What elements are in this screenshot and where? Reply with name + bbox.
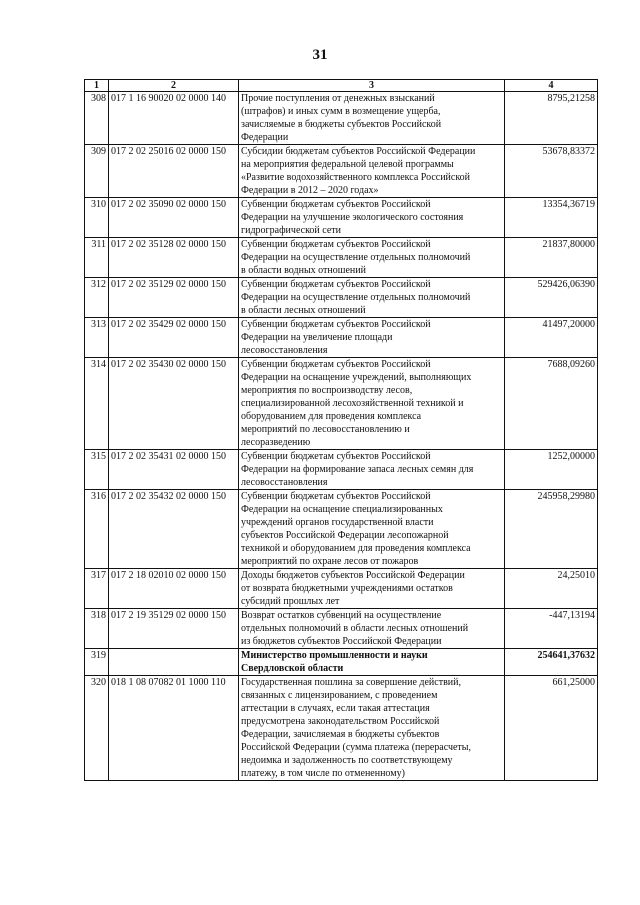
description-line: субъектов Российской Федерации лесопожарной (241, 530, 449, 541)
budget-code: 017 2 02 35432 02 0000 150 (109, 490, 239, 569)
revenue-description (239, 676, 505, 781)
row-number: 315 (85, 450, 109, 490)
table-row (85, 92, 598, 145)
description-line: Федерации (241, 132, 289, 143)
description-line: Федерации на улучшение экологического состояния (241, 212, 464, 223)
row-number: 317 (85, 569, 109, 609)
row-number: 313 (85, 318, 109, 358)
description-line: Российской Федерации (сумма платежа (перерасчеты, (241, 742, 472, 753)
description-line: Субвенции бюджетам субъектов Российской (241, 359, 431, 370)
description-line: лесовосстановления (241, 477, 328, 488)
description-line: Доходы бюджетов субъектов Российской Федерации (241, 570, 465, 581)
revenue-description (239, 490, 505, 569)
table-row (85, 145, 598, 198)
table-row (85, 238, 598, 278)
table-row (85, 676, 598, 781)
description-line: платежу, в том числе по отмененному) (241, 768, 405, 779)
revenue-description (239, 450, 505, 490)
description-line: (штрафов) и иных сумм в возмещение ущерба, (241, 106, 441, 117)
description-line: Субвенции бюджетам субъектов Российской (241, 279, 431, 290)
column-header-4: 4 (505, 80, 598, 92)
description-line: мероприятий по лесовосстановлению и (241, 424, 410, 435)
budget-code: 017 2 02 35430 02 0000 150 (109, 358, 239, 450)
revenue-description (239, 569, 505, 609)
revenue-description (239, 318, 505, 358)
description-line: из бюджетов субъектов Российской Федерации (241, 636, 442, 647)
description-line: Федерации на осуществление отдельных полномочий (241, 292, 471, 303)
description-line: техникой и оборудованием для проведения комплекса (241, 543, 471, 554)
description-line: Субвенции бюджетам субъектов Российской (241, 451, 431, 462)
amount: 245958,29980 (505, 490, 598, 569)
column-header-3: 3 (239, 80, 505, 92)
description-line: Министерство промышленности и науки (241, 650, 428, 661)
revenue-description (239, 609, 505, 649)
description-line: Федерации в 2012 – 2020 годах» (241, 185, 379, 196)
budget-code: 017 2 02 35129 02 0000 150 (109, 278, 239, 318)
amount: 529426,06390 (505, 278, 598, 318)
amount: 24,25010 (505, 569, 598, 609)
description-line: лесоразведению (241, 437, 311, 448)
amount: 8795,21258 (505, 92, 598, 145)
description-line: Федерации на увеличение площади (241, 332, 393, 343)
table-body (85, 92, 598, 781)
budget-code: 017 2 02 35429 02 0000 150 (109, 318, 239, 358)
revenue-description (239, 278, 505, 318)
row-number: 309 (85, 145, 109, 198)
column-header-1: 1 (85, 80, 109, 92)
row-number: 320 (85, 676, 109, 781)
row-number: 311 (85, 238, 109, 278)
amount: 7688,09260 (505, 358, 598, 450)
row-number: 314 (85, 358, 109, 450)
amount: 13354,36719 (505, 198, 598, 238)
row-number: 312 (85, 278, 109, 318)
description-line: связанных с лицензированием, с проведением (241, 690, 438, 701)
budget-code: 017 2 02 35090 02 0000 150 (109, 198, 239, 238)
amount: 41497,20000 (505, 318, 598, 358)
table-row (85, 569, 598, 609)
row-number: 319 (85, 649, 109, 676)
table-row (85, 278, 598, 318)
header-row (85, 80, 598, 92)
description-line: предусмотрена законодательством Российской (241, 716, 440, 727)
budget-code: 017 1 16 90020 02 0000 140 (109, 92, 239, 145)
amount: 661,25000 (505, 676, 598, 781)
description-line: лесовосстановления (241, 345, 328, 356)
amount: 254641,37632 (505, 649, 598, 676)
budget-code: 018 1 08 07082 01 1000 110 (109, 676, 239, 781)
row-number: 316 (85, 490, 109, 569)
amount: 1252,00000 (505, 450, 598, 490)
amount: 53678,83372 (505, 145, 598, 198)
description-line: от возврата бюджетными учреждениями остатков (241, 583, 453, 594)
description-line: Субвенции бюджетам субъектов Российской (241, 239, 431, 250)
row-number: 308 (85, 92, 109, 145)
description-line: Федерации на формирование запаса лесных семян для (241, 464, 474, 475)
description-line: Федерации на оснащение учреждений, выполняющих (241, 372, 472, 383)
description-line: Возврат остатков субвенций на осуществление (241, 610, 442, 621)
revenue-table (84, 79, 598, 781)
description-line: мероприятия по воспроизводству лесов, (241, 385, 413, 396)
description-line: отдельных полномочий в области лесных отношений (241, 623, 469, 634)
description-line: Субвенции бюджетам субъектов Российской (241, 491, 431, 502)
description-line: «Развитие водохозяйственного комплекса Российской (241, 172, 471, 183)
description-line: Субвенции бюджетам субъектов Российской (241, 319, 431, 330)
table-row (85, 358, 598, 450)
description-line: на мероприятия федеральной целевой программы (241, 159, 454, 170)
revenue-description (239, 358, 505, 450)
description-line: Субсидии бюджетам субъектов Российской Федерации (241, 146, 476, 157)
budget-code (109, 649, 239, 676)
budget-code: 017 2 02 35128 02 0000 150 (109, 238, 239, 278)
table-row (85, 198, 598, 238)
page-number: 31 (312, 47, 328, 63)
budget-code: 017 2 19 35129 02 0000 150 (109, 609, 239, 649)
description-line: Прочие поступления от денежных взысканий (241, 93, 435, 104)
column-header-2: 2 (109, 80, 239, 92)
table-row (85, 490, 598, 569)
description-line: зачисляемые в бюджеты субъектов Российской (241, 119, 442, 130)
description-line: Федерации, зачисляемая в бюджеты субъектов (241, 729, 440, 740)
description-line: в области лесных отношений (241, 305, 366, 316)
description-line: оборудованием для проведения комплекса (241, 411, 422, 422)
description-line: субсидий прошлых лет (241, 596, 340, 607)
table-row (85, 318, 598, 358)
table-header (85, 80, 598, 92)
revenue-description (239, 92, 505, 145)
description-line: в области водных отношений (241, 265, 366, 276)
budget-code: 017 2 02 25016 02 0000 150 (109, 145, 239, 198)
description-line: Свердловской области (241, 663, 344, 674)
budget-code: 017 2 02 35431 02 0000 150 (109, 450, 239, 490)
description-line: специализированной лесохозяйственной техникой и (241, 398, 464, 409)
description-line: Субвенции бюджетам субъектов Российской (241, 199, 431, 210)
table-row (85, 450, 598, 490)
revenue-description (239, 649, 505, 676)
description-line: недоимка и задолженность по соответствующему (241, 755, 453, 766)
row-number: 318 (85, 609, 109, 649)
revenue-description (239, 198, 505, 238)
description-line: гидрографической сети (241, 225, 341, 236)
description-line: Федерации на осуществление отдельных полномочий (241, 252, 471, 263)
row-number: 310 (85, 198, 109, 238)
revenue-description (239, 238, 505, 278)
amount: -447,13194 (505, 609, 598, 649)
description-line: учреждений органов государственной власти (241, 517, 434, 528)
revenue-description (239, 145, 505, 198)
table-row (85, 609, 598, 649)
description-line: Федерации на оснащение специализированных (241, 504, 443, 515)
description-line: мероприятий по охране лесов от пожаров (241, 556, 419, 567)
description-line: Государственная пошлина за совершение действий, (241, 677, 462, 688)
description-line: аттестации в случаях, если такая аттестация (241, 703, 430, 714)
amount: 21837,80000 (505, 238, 598, 278)
budget-code: 017 2 18 02010 02 0000 150 (109, 569, 239, 609)
table-row (85, 649, 598, 676)
